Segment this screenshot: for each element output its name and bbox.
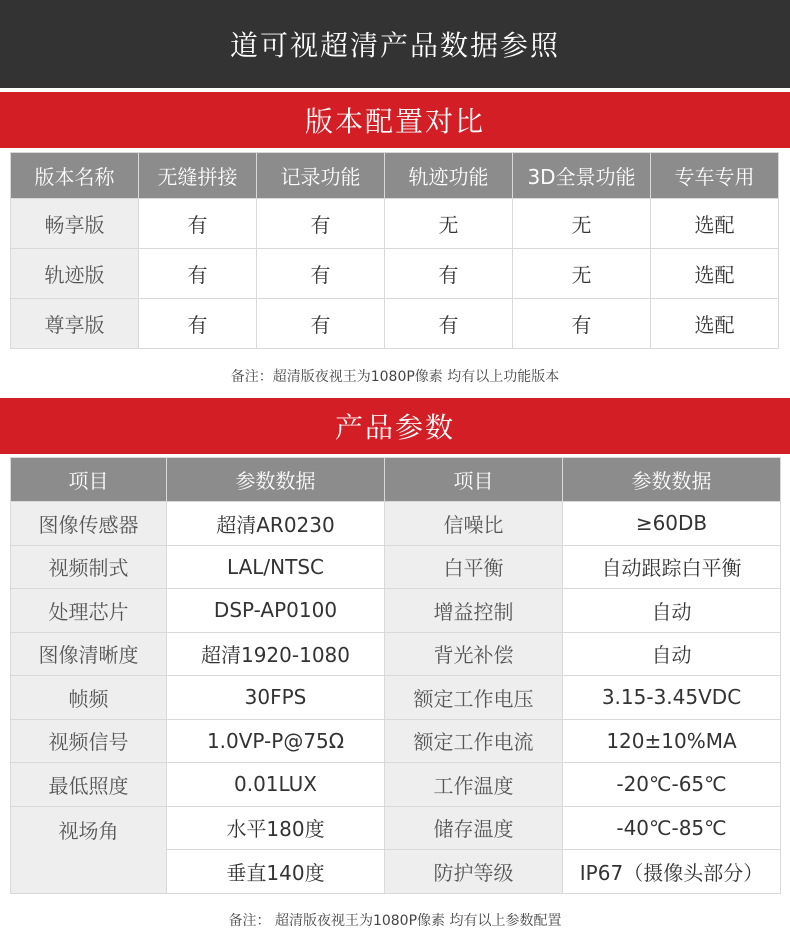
param-label: 处理芯片 [11,589,167,633]
param-label: 视场角 [11,806,167,893]
table-cell: 有 [139,299,257,349]
column-header: 项目 [11,458,167,502]
param-value: LAL/NTSC [167,545,385,589]
table-row [11,299,779,349]
table-row [11,249,779,299]
param-label: 图像传感器 [11,502,167,546]
table-row [11,199,779,249]
version-section-title: 版本配置对比 [0,92,790,148]
table-row [11,545,781,589]
table-cell: 选配 [651,299,779,349]
param-value: 自动跟踪白平衡 [563,545,781,589]
param-label: 工作温度 [385,763,563,807]
param-label: 增益控制 [385,589,563,633]
param-value: IP67（摄像头部分） [563,850,781,894]
table-cell: 有 [385,249,513,299]
param-label: 背光补偿 [385,632,563,676]
table-row [11,676,781,720]
table-row [11,806,781,850]
table-cell: 无 [385,199,513,249]
column-header: 专车专用 [651,153,779,199]
table-cell: 选配 [651,249,779,299]
param-value: 0.01LUX [167,763,385,807]
param-value: 自动 [563,632,781,676]
table-header-row [11,153,779,199]
table-cell: 有 [385,299,513,349]
version-name: 畅享版 [11,199,139,249]
param-label: 储存温度 [385,806,563,850]
column-header: 无缝拼接 [139,153,257,199]
column-header: 轨迹功能 [385,153,513,199]
param-label: 额定工作电压 [385,676,563,720]
param-label: 防护等级 [385,850,563,894]
table-row [11,719,781,763]
params-section-title: 产品参数 [0,398,790,454]
param-value: DSP-AP0100 [167,589,385,633]
param-value: 超清1920-1080 [167,632,385,676]
table-row [11,632,781,676]
table-row [11,502,781,546]
version-name: 轨迹版 [11,249,139,299]
param-value: -40℃-85℃ [563,806,781,850]
table-cell: 有 [257,249,385,299]
page-title: 道可视超清产品数据参照 [0,0,790,88]
param-value: 1.0VP-P@75Ω [167,719,385,763]
param-value: 垂直140度 [167,850,385,894]
param-value: -20℃-65℃ [563,763,781,807]
product-params-table [10,457,781,894]
column-header: 3D全景功能 [513,153,651,199]
table-cell: 有 [139,199,257,249]
param-value: 自动 [563,589,781,633]
table-row [11,763,781,807]
table-cell: 有 [513,299,651,349]
params-note: 备注： 超清版夜视王为1080P像素 均有以上参数配置 [228,913,562,929]
param-value: 水平180度 [167,806,385,850]
column-header: 参数数据 [563,458,781,502]
param-value: ≥60DB [563,502,781,546]
version-note: 备注：超清版夜视王为1080P像素 均有以上功能版本 [230,369,560,385]
param-label: 视频信号 [11,719,167,763]
version-comparison-table [10,152,779,349]
column-header: 记录功能 [257,153,385,199]
table-cell: 无 [513,249,651,299]
table-cell: 无 [513,199,651,249]
param-value: 3.15-3.45VDC [563,676,781,720]
table-header-row [11,458,781,502]
param-label: 信噪比 [385,502,563,546]
param-value: 超清AR0230 [167,502,385,546]
param-label: 白平衡 [385,545,563,589]
table-cell: 选配 [651,199,779,249]
param-value: 120±10%MA [563,719,781,763]
param-label: 额定工作电流 [385,719,563,763]
column-header: 项目 [385,458,563,502]
table-cell: 有 [257,299,385,349]
version-name: 尊享版 [11,299,139,349]
table-row [11,589,781,633]
param-label: 图像清晰度 [11,632,167,676]
column-header: 参数数据 [167,458,385,502]
table-cell: 有 [139,249,257,299]
param-label: 视频制式 [11,545,167,589]
param-label: 最低照度 [11,763,167,807]
column-header: 版本名称 [11,153,139,199]
param-label: 帧频 [11,676,167,720]
param-value: 30FPS [167,676,385,720]
table-cell: 有 [257,199,385,249]
